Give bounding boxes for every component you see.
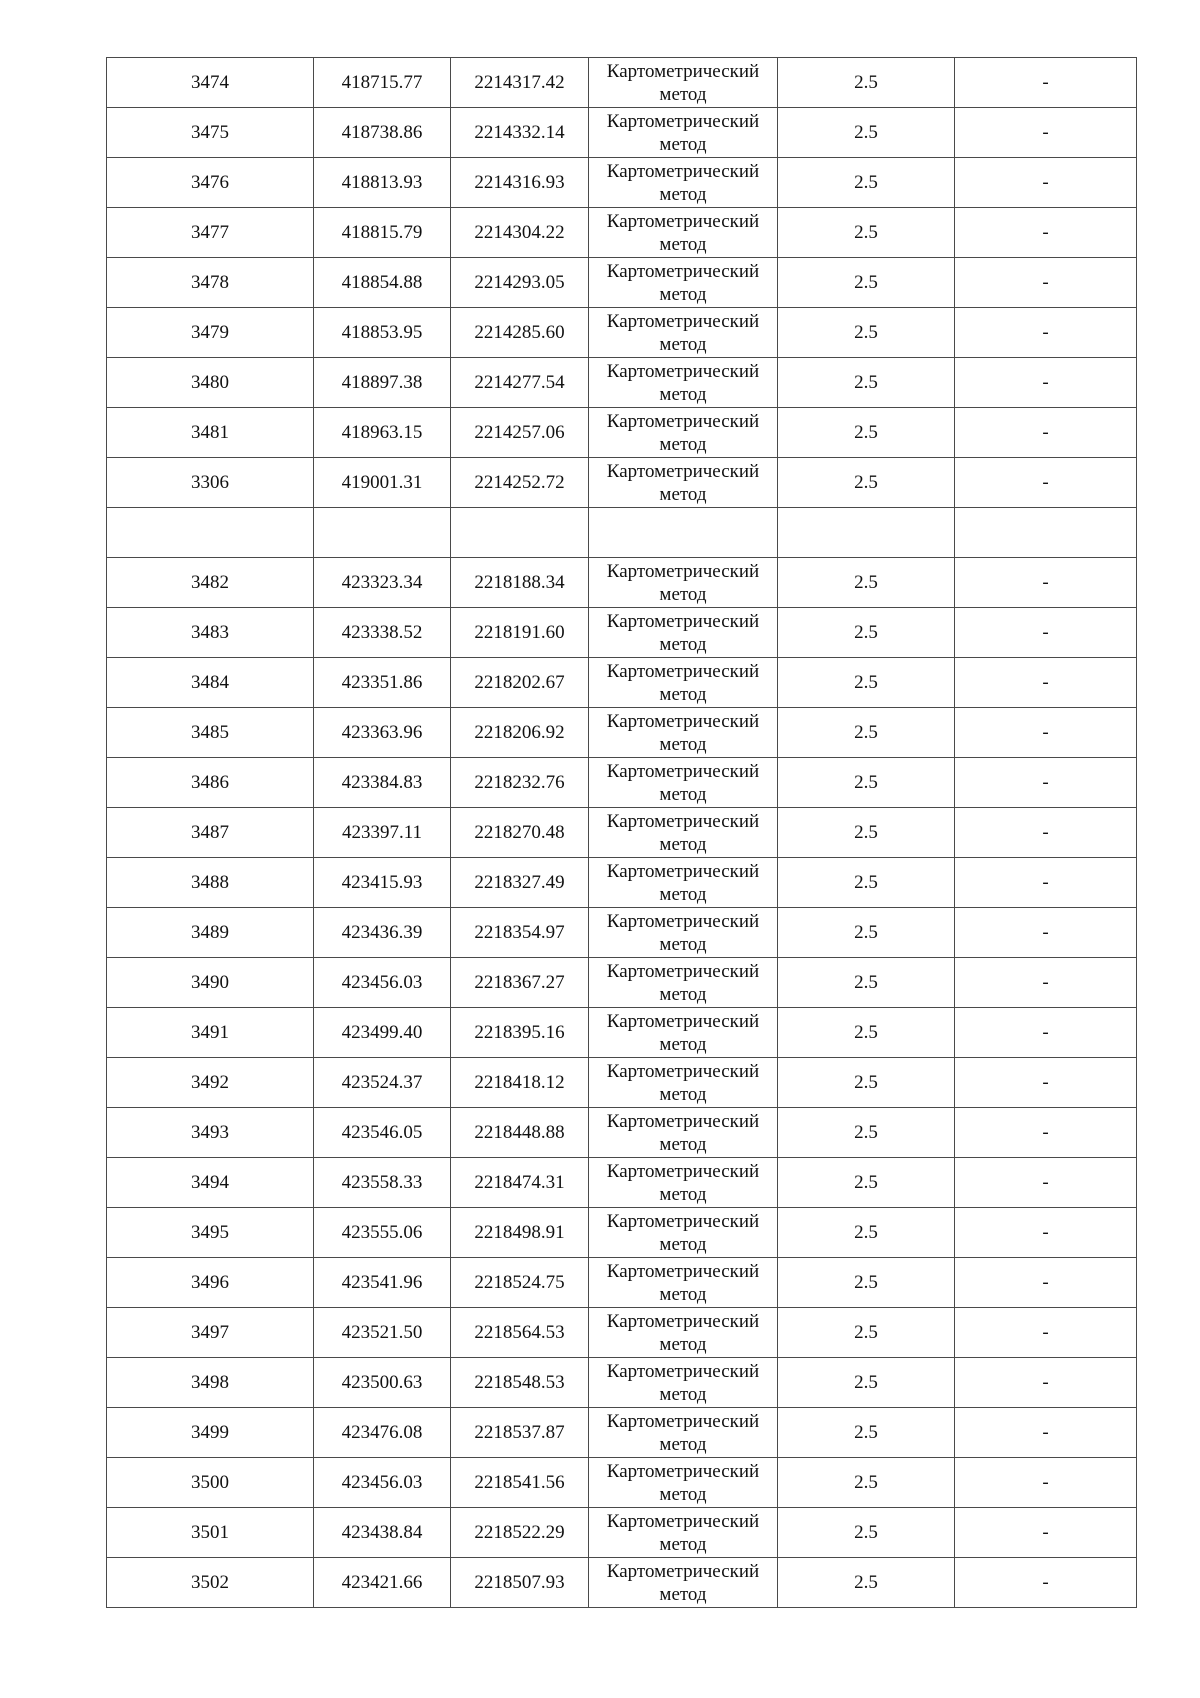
y-coordinate-cell: 2218270.48	[451, 808, 589, 858]
note-cell: -	[955, 158, 1137, 208]
point-number-cell: 3483	[107, 608, 314, 658]
method-line-2: метод	[659, 283, 707, 305]
method-cell	[589, 1558, 778, 1608]
point-number-cell: 3498	[107, 1358, 314, 1408]
method-cell	[589, 1208, 778, 1258]
x-coordinate-cell: 423555.06	[314, 1208, 451, 1258]
table-row	[107, 808, 1137, 858]
y-coordinate-cell: 2214317.42	[451, 58, 589, 108]
note-cell: -	[955, 908, 1137, 958]
table-row	[107, 1258, 1137, 1308]
method-line-2: метод	[659, 933, 707, 955]
method-line-1: Картометрический	[606, 910, 760, 932]
method-line-1: Картометрический	[606, 1260, 760, 1282]
point-number-cell: 3494	[107, 1158, 314, 1208]
y-coordinate-cell: 2214285.60	[451, 308, 589, 358]
method-line-1: Картометрический	[606, 1110, 760, 1132]
precision-cell: 2.5	[778, 458, 955, 508]
method-cell	[589, 1408, 778, 1458]
method-cell	[589, 608, 778, 658]
method-line-1: Картометрический	[606, 110, 760, 132]
point-number-cell: 3479	[107, 308, 314, 358]
y-coordinate-cell: 2218564.53	[451, 1308, 589, 1358]
method-cell	[589, 708, 778, 758]
method-line-1: Картометрический	[606, 960, 760, 982]
method-line-1: Картометрический	[606, 260, 760, 282]
method-line-2: метод	[659, 483, 707, 505]
precision-cell: 2.5	[778, 1008, 955, 1058]
point-number-cell: 3493	[107, 1108, 314, 1158]
method-line-1: Картометрический	[606, 160, 760, 182]
note-cell: -	[955, 258, 1137, 308]
method-line-2: метод	[659, 1433, 707, 1455]
point-number-cell: 3488	[107, 858, 314, 908]
method-line-1: Картометрический	[606, 1360, 760, 1382]
table-row	[107, 58, 1137, 108]
method-line-2: метод	[659, 633, 707, 655]
x-coordinate-cell: 423351.86	[314, 658, 451, 708]
y-coordinate-cell	[451, 508, 589, 558]
table-row	[107, 758, 1137, 808]
x-coordinate-cell: 418963.15	[314, 408, 451, 458]
x-coordinate-cell: 419001.31	[314, 458, 451, 508]
method-line-1: Картометрический	[606, 60, 760, 82]
point-number-cell: 3491	[107, 1008, 314, 1058]
precision-cell: 2.5	[778, 1408, 955, 1458]
table-row	[107, 908, 1137, 958]
note-cell: -	[955, 1458, 1137, 1508]
precision-cell: 2.5	[778, 1458, 955, 1508]
point-number-cell: 3497	[107, 1308, 314, 1358]
method-cell	[589, 658, 778, 708]
method-line-1: Картометрический	[606, 460, 760, 482]
y-coordinate-cell: 2218537.87	[451, 1408, 589, 1458]
precision-cell: 2.5	[778, 1308, 955, 1358]
point-number-cell: 3486	[107, 758, 314, 808]
note-cell: -	[955, 1258, 1137, 1308]
precision-cell: 2.5	[778, 1208, 955, 1258]
note-cell: -	[955, 608, 1137, 658]
y-coordinate-cell: 2218522.29	[451, 1508, 589, 1558]
method-cell	[589, 958, 778, 1008]
method-line-2: метод	[659, 433, 707, 455]
x-coordinate-cell: 423384.83	[314, 758, 451, 808]
table-row	[107, 558, 1137, 608]
x-coordinate-cell: 423421.66	[314, 1558, 451, 1608]
x-coordinate-cell: 418853.95	[314, 308, 451, 358]
precision-cell: 2.5	[778, 258, 955, 308]
precision-cell: 2.5	[778, 308, 955, 358]
table-row	[107, 408, 1137, 458]
y-coordinate-cell: 2218474.31	[451, 1158, 589, 1208]
note-cell: -	[955, 358, 1137, 408]
precision-cell: 2.5	[778, 1158, 955, 1208]
precision-cell: 2.5	[778, 708, 955, 758]
precision-cell: 2.5	[778, 358, 955, 408]
y-coordinate-cell: 2214293.05	[451, 258, 589, 308]
method-line-2: метод	[659, 983, 707, 1005]
point-number-cell: 3499	[107, 1408, 314, 1458]
y-coordinate-cell: 2214304.22	[451, 208, 589, 258]
x-coordinate-cell: 418813.93	[314, 158, 451, 208]
method-cell	[589, 908, 778, 958]
method-cell	[589, 208, 778, 258]
method-cell	[589, 858, 778, 908]
table-row	[107, 258, 1137, 308]
point-number-cell: 3482	[107, 558, 314, 608]
point-number-cell: 3485	[107, 708, 314, 758]
table-row	[107, 708, 1137, 758]
point-number-cell: 3495	[107, 1208, 314, 1258]
y-coordinate-cell: 2218202.67	[451, 658, 589, 708]
table-row	[107, 1558, 1137, 1608]
precision-cell: 2.5	[778, 1358, 955, 1408]
point-number-cell: 3489	[107, 908, 314, 958]
table-row	[107, 608, 1137, 658]
y-coordinate-cell: 2218507.93	[451, 1558, 589, 1608]
table-row	[107, 1008, 1137, 1058]
point-number-cell: 3474	[107, 58, 314, 108]
precision-cell: 2.5	[778, 1058, 955, 1108]
method-line-2: метод	[659, 833, 707, 855]
table-row	[107, 1308, 1137, 1358]
method-cell	[589, 458, 778, 508]
note-cell: -	[955, 1408, 1137, 1458]
y-coordinate-cell: 2218232.76	[451, 758, 589, 808]
table-row	[107, 1058, 1137, 1108]
method-cell	[589, 1008, 778, 1058]
x-coordinate-cell: 423546.05	[314, 1108, 451, 1158]
method-line-1: Картометрический	[606, 1510, 760, 1532]
precision-cell: 2.5	[778, 1108, 955, 1158]
method-cell	[589, 258, 778, 308]
method-cell	[589, 1258, 778, 1308]
point-number-cell: 3475	[107, 108, 314, 158]
table-row	[107, 1458, 1137, 1508]
point-number-cell: 3476	[107, 158, 314, 208]
note-cell	[955, 508, 1137, 558]
precision-cell: 2.5	[778, 558, 955, 608]
table-row	[107, 458, 1137, 508]
precision-cell: 2.5	[778, 858, 955, 908]
method-line-2: метод	[659, 583, 707, 605]
note-cell: -	[955, 1558, 1137, 1608]
method-cell	[589, 308, 778, 358]
table-row	[107, 858, 1137, 908]
table-row	[107, 508, 1137, 558]
method-line-2: метод	[659, 233, 707, 255]
x-coordinate-cell: 418815.79	[314, 208, 451, 258]
method-line-1: Картометрический	[606, 1210, 760, 1232]
x-coordinate-cell: 423415.93	[314, 858, 451, 908]
y-coordinate-cell: 2218191.60	[451, 608, 589, 658]
table-row	[107, 308, 1137, 358]
x-coordinate-cell: 423438.84	[314, 1508, 451, 1558]
precision-cell: 2.5	[778, 1258, 955, 1308]
point-number-cell: 3500	[107, 1458, 314, 1508]
point-number-cell: 3477	[107, 208, 314, 258]
precision-cell: 2.5	[778, 208, 955, 258]
x-coordinate-cell: 423521.50	[314, 1308, 451, 1358]
precision-cell: 2.5	[778, 808, 955, 858]
note-cell: -	[955, 1058, 1137, 1108]
method-cell	[589, 408, 778, 458]
method-line-1: Картометрический	[606, 210, 760, 232]
method-line-2: метод	[659, 133, 707, 155]
x-coordinate-cell: 423338.52	[314, 608, 451, 658]
method-line-1: Картометрический	[606, 1060, 760, 1082]
method-line-2: метод	[659, 1233, 707, 1255]
table-row	[107, 958, 1137, 1008]
method-line-1: Картометрический	[606, 1010, 760, 1032]
precision-cell: 2.5	[778, 158, 955, 208]
y-coordinate-cell: 2214277.54	[451, 358, 589, 408]
point-number-cell: 3501	[107, 1508, 314, 1558]
note-cell: -	[955, 308, 1137, 358]
note-cell: -	[955, 1108, 1137, 1158]
method-line-1: Картометрический	[606, 610, 760, 632]
method-line-1: Картометрический	[606, 1560, 760, 1582]
point-number-cell: 3306	[107, 458, 314, 508]
method-line-1: Картометрический	[606, 1160, 760, 1182]
method-cell	[589, 508, 778, 558]
method-line-2: метод	[659, 1583, 707, 1605]
method-line-2: метод	[659, 883, 707, 905]
method-line-1: Картометрический	[606, 710, 760, 732]
table-row	[107, 1358, 1137, 1408]
table-row	[107, 1108, 1137, 1158]
coordinates-table	[106, 57, 1137, 1608]
method-line-2: метод	[659, 333, 707, 355]
precision-cell: 2.5	[778, 58, 955, 108]
note-cell: -	[955, 1158, 1137, 1208]
x-coordinate-cell: 423436.39	[314, 908, 451, 958]
note-cell: -	[955, 808, 1137, 858]
note-cell: -	[955, 108, 1137, 158]
x-coordinate-cell: 423524.37	[314, 1058, 451, 1108]
table-row	[107, 1208, 1137, 1258]
x-coordinate-cell: 423456.03	[314, 1458, 451, 1508]
method-cell	[589, 108, 778, 158]
y-coordinate-cell: 2218188.34	[451, 558, 589, 608]
x-coordinate-cell: 423558.33	[314, 1158, 451, 1208]
method-line-2: метод	[659, 183, 707, 205]
x-coordinate-cell: 423541.96	[314, 1258, 451, 1308]
coordinates-table-body	[107, 58, 1137, 1608]
method-line-2: метод	[659, 1183, 707, 1205]
y-coordinate-cell: 2218548.53	[451, 1358, 589, 1408]
point-number-cell: 3502	[107, 1558, 314, 1608]
method-line-2: метод	[659, 83, 707, 105]
point-number-cell: 3480	[107, 358, 314, 408]
y-coordinate-cell: 2218395.16	[451, 1008, 589, 1058]
point-number-cell: 3496	[107, 1258, 314, 1308]
note-cell: -	[955, 958, 1137, 1008]
precision-cell: 2.5	[778, 608, 955, 658]
y-coordinate-cell: 2218448.88	[451, 1108, 589, 1158]
point-number-cell: 3490	[107, 958, 314, 1008]
method-line-2: метод	[659, 683, 707, 705]
y-coordinate-cell: 2218206.92	[451, 708, 589, 758]
precision-cell: 2.5	[778, 958, 955, 1008]
method-line-1: Картометрический	[606, 1410, 760, 1432]
y-coordinate-cell: 2214332.14	[451, 108, 589, 158]
method-line-2: метод	[659, 1483, 707, 1505]
x-coordinate-cell	[314, 508, 451, 558]
method-line-2: метод	[659, 1033, 707, 1055]
method-line-1: Картометрический	[606, 660, 760, 682]
y-coordinate-cell: 2218418.12	[451, 1058, 589, 1108]
method-cell	[589, 1358, 778, 1408]
method-cell	[589, 358, 778, 408]
note-cell: -	[955, 58, 1137, 108]
method-line-2: метод	[659, 783, 707, 805]
method-line-2: метод	[659, 1083, 707, 1105]
table-row	[107, 108, 1137, 158]
point-number-cell	[107, 508, 314, 558]
point-number-cell: 3481	[107, 408, 314, 458]
precision-cell: 2.5	[778, 1558, 955, 1608]
precision-cell: 2.5	[778, 408, 955, 458]
method-line-1: Картометрический	[606, 860, 760, 882]
method-cell	[589, 808, 778, 858]
note-cell: -	[955, 1008, 1137, 1058]
table-row	[107, 1158, 1137, 1208]
note-cell: -	[955, 1308, 1137, 1358]
point-number-cell: 3487	[107, 808, 314, 858]
method-line-1: Картометрический	[606, 560, 760, 582]
x-coordinate-cell: 418715.77	[314, 58, 451, 108]
note-cell: -	[955, 858, 1137, 908]
method-line-2: метод	[659, 1383, 707, 1405]
x-coordinate-cell: 423456.03	[314, 958, 451, 1008]
x-coordinate-cell: 423397.11	[314, 808, 451, 858]
method-cell	[589, 1308, 778, 1358]
x-coordinate-cell: 418854.88	[314, 258, 451, 308]
method-line-2: метод	[659, 1333, 707, 1355]
y-coordinate-cell: 2218367.27	[451, 958, 589, 1008]
method-cell	[589, 158, 778, 208]
method-cell	[589, 1508, 778, 1558]
y-coordinate-cell: 2218524.75	[451, 1258, 589, 1308]
method-line-1: Картометрический	[606, 1310, 760, 1332]
note-cell: -	[955, 658, 1137, 708]
precision-cell	[778, 508, 955, 558]
x-coordinate-cell: 418738.86	[314, 108, 451, 158]
table-row	[107, 158, 1137, 208]
method-line-1: Картометрический	[606, 310, 760, 332]
note-cell: -	[955, 558, 1137, 608]
precision-cell: 2.5	[778, 658, 955, 708]
note-cell: -	[955, 458, 1137, 508]
table-row	[107, 358, 1137, 408]
point-number-cell: 3478	[107, 258, 314, 308]
x-coordinate-cell: 423476.08	[314, 1408, 451, 1458]
precision-cell: 2.5	[778, 108, 955, 158]
method-cell	[589, 1108, 778, 1158]
method-line-1: Картометрический	[606, 410, 760, 432]
method-cell	[589, 1458, 778, 1508]
note-cell: -	[955, 208, 1137, 258]
method-line-2: метод	[659, 383, 707, 405]
x-coordinate-cell: 423363.96	[314, 708, 451, 758]
method-cell	[589, 558, 778, 608]
y-coordinate-cell: 2214252.72	[451, 458, 589, 508]
method-line-1: Картометрический	[606, 810, 760, 832]
precision-cell: 2.5	[778, 1508, 955, 1558]
table-row	[107, 658, 1137, 708]
method-cell	[589, 58, 778, 108]
method-line-1: Картометрический	[606, 1460, 760, 1482]
precision-cell: 2.5	[778, 908, 955, 958]
table-row	[107, 1508, 1137, 1558]
y-coordinate-cell: 2214257.06	[451, 408, 589, 458]
point-number-cell: 3492	[107, 1058, 314, 1108]
method-cell	[589, 758, 778, 808]
precision-cell: 2.5	[778, 758, 955, 808]
table-row	[107, 208, 1137, 258]
table-row	[107, 1408, 1137, 1458]
method-cell	[589, 1158, 778, 1208]
y-coordinate-cell: 2218354.97	[451, 908, 589, 958]
y-coordinate-cell: 2218327.49	[451, 858, 589, 908]
method-line-2: метод	[659, 1533, 707, 1555]
x-coordinate-cell: 423323.34	[314, 558, 451, 608]
note-cell: -	[955, 408, 1137, 458]
y-coordinate-cell: 2214316.93	[451, 158, 589, 208]
note-cell: -	[955, 1208, 1137, 1258]
note-cell: -	[955, 1358, 1137, 1408]
note-cell: -	[955, 758, 1137, 808]
method-line-1: Картометрический	[606, 760, 760, 782]
y-coordinate-cell: 2218498.91	[451, 1208, 589, 1258]
point-number-cell: 3484	[107, 658, 314, 708]
method-cell	[589, 1058, 778, 1108]
x-coordinate-cell: 423500.63	[314, 1358, 451, 1408]
method-line-1: Картометрический	[606, 360, 760, 382]
y-coordinate-cell: 2218541.56	[451, 1458, 589, 1508]
method-line-2: метод	[659, 1133, 707, 1155]
method-line-2: метод	[659, 1283, 707, 1305]
method-line-2: метод	[659, 733, 707, 755]
x-coordinate-cell: 423499.40	[314, 1008, 451, 1058]
x-coordinate-cell: 418897.38	[314, 358, 451, 408]
note-cell: -	[955, 1508, 1137, 1558]
note-cell: -	[955, 708, 1137, 758]
